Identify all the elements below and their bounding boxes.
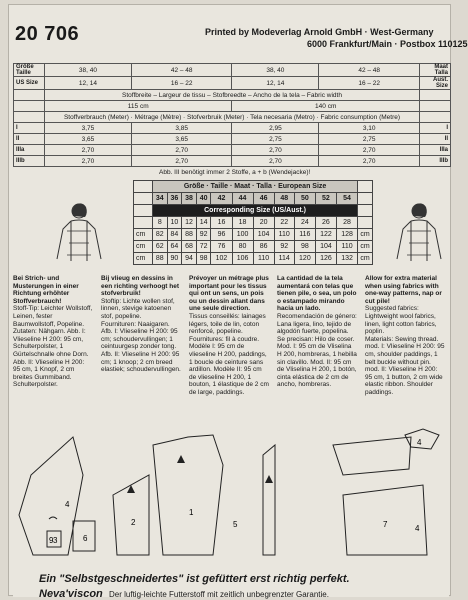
unit-label: cm — [134, 241, 153, 253]
us-size-cell: 26 — [315, 217, 336, 229]
piece-number: 5 — [233, 520, 238, 529]
eu-size-cell: 50 — [294, 193, 315, 205]
piece-number: 7 — [383, 520, 388, 529]
text-column-spanish — [277, 275, 357, 389]
corresponding-size-header: Corresponding Size (US/Aust.) — [153, 205, 358, 217]
column-paragraph: Materials: Sewing thread. mod. I: Vlieseline H 200: 95 cm, shoulder paddings, 1 belt buckle without pin. mod. II: Vlieseline H 200: 95 cm, 1 button, 2 cm wide elastic ribbon. Shoulder paddings. — [365, 335, 445, 396]
eu-size-cell: 38 — [182, 193, 197, 205]
measure-cell: 126 — [315, 253, 336, 265]
pattern-number: 20 706 — [15, 23, 80, 45]
text-column-english — [365, 275, 445, 397]
advert-tagline: Der luftig-leichte Futterstoff mit zeitlich unbegrenzter Garantie. — [109, 590, 329, 599]
size-cell: 42 – 48 — [131, 64, 232, 77]
value-cell: 3,65 — [45, 134, 132, 145]
value-cell: 3,85 — [131, 123, 232, 134]
body-measure-figure-right — [391, 201, 447, 267]
column-paragraph: Tissus conseillés: lainages légers, toile de lin, coton renforcé, popeline. — [189, 312, 266, 336]
body-measure-figure-left — [49, 201, 109, 267]
eu-size-cell: 52 — [315, 193, 336, 205]
us-size-cell: 12, 14 — [232, 77, 319, 90]
column-paragraph: Zutaten: Nähgarn. Abb. I: Vlieseline H 200: 95 cm, Schulterpolster, 1 Gürtelschnalle ohne Dorn. Abb. II: Vlieseline H 200: 95 cm, 1 Knopf, 2 cm breites Gummiband. Schulterpolster. — [13, 328, 89, 389]
unit-suffix: cm — [358, 241, 373, 253]
column-paragraph: Bij vlieug en dessins in een richting verhoogt het stofverbruik! — [101, 275, 180, 298]
measure-cell: 86 — [253, 241, 274, 253]
measure-cell: 98 — [294, 241, 315, 253]
piece-number: 3 — [53, 536, 58, 545]
width-header: Stoffbreite – Largeur de tissu – Stofbreedte – Ancho de la tela – Fabric width — [45, 90, 420, 101]
text-column-dutch — [101, 275, 181, 374]
eu-size-cell: 42 — [211, 193, 232, 205]
column-paragraph: Suggested fabrics: Lightweight wool fabrics, linen, light cotton fabrics, poplin. — [365, 305, 437, 336]
measure-cell: 106 — [232, 253, 253, 265]
size-label-right: Maat Talla — [420, 64, 451, 77]
measure-row — [134, 253, 373, 265]
measure-cell: 132 — [336, 253, 357, 265]
text-column-german — [13, 275, 93, 389]
measure-cell: 64 — [167, 241, 182, 253]
us-size-cell: 12, 14 — [45, 77, 132, 90]
us-size-cell: 12 — [182, 217, 197, 229]
us-size-cell: 18 — [232, 217, 253, 229]
fabric-consumption-table — [13, 63, 451, 167]
eu-size-cell: 36 — [167, 193, 182, 205]
measure-cell: 104 — [315, 241, 336, 253]
column-paragraph: Fournitures: fil à coudre. Modèle I: 95 cm de vlieseline H 200, paddings, 1 boucle de ceinture sans ardillon. Modèle II: 95 cm de vlieseline H 200, 1 bouton, 1 élastique de 2 cm de large, paddings. — [189, 335, 269, 396]
row-label: IIIb — [14, 156, 45, 167]
advert-brand: Neva'viscon — [39, 588, 103, 600]
column-paragraph: Allow for extra material when using fabrics with one-way patterns, nap or cut pile! — [365, 275, 442, 305]
piece-number: 9 — [49, 536, 54, 545]
measure-cell: 114 — [274, 253, 294, 265]
us-size-cell: 16 – 22 — [131, 77, 232, 90]
size-cell: 42 – 48 — [319, 64, 420, 77]
consumption-header: Stoffverbrauch (Meter) · Métrage (Mètre) · Stofverbruik (Meter) · Tela necesaria (Metro) · Fabric consumption (Metre) — [45, 112, 420, 123]
value-cell: 2,75 — [232, 134, 319, 145]
size-table-header: Größe · Taille · Maat · Talla · European Size — [153, 181, 358, 193]
us-size-cell: 8 — [153, 217, 168, 229]
value-cell: 2,70 — [319, 145, 420, 156]
us-size-cell: 14 — [196, 217, 211, 229]
eu-size-cell: 34 — [153, 193, 168, 205]
us-size-cell: 24 — [294, 217, 315, 229]
measure-cell: 82 — [153, 229, 168, 241]
value-cell: 2,70 — [319, 156, 420, 167]
value-cell: 3,65 — [131, 134, 232, 145]
piece-number: 2 — [131, 518, 136, 527]
eu-size-row — [134, 193, 373, 205]
value-cell: 2,70 — [45, 156, 132, 167]
measure-cell: 84 — [167, 229, 182, 241]
unit-label: cm — [134, 229, 153, 241]
measure-cell: 62 — [153, 241, 168, 253]
value-cell: 3,10 — [319, 123, 420, 134]
value-cell: 2,75 — [319, 134, 420, 145]
measure-cell: 92 — [274, 241, 294, 253]
measure-cell: 88 — [153, 253, 168, 265]
us-size-cell: 16 — [211, 217, 232, 229]
measure-cell: 72 — [196, 241, 211, 253]
advert-headline: Ein "Selbstgeschneidertes" ist gefüttert erst richtig perfekt. — [39, 573, 350, 585]
row-label-right: IIIb — [420, 156, 451, 167]
value-cell: 2,70 — [232, 145, 319, 156]
pattern-envelope-back — [8, 4, 468, 600]
measure-cell: 92 — [196, 229, 211, 241]
measure-cell: 98 — [196, 253, 211, 265]
column-paragraph: Stoftip: Lichte wollen stof, linnen, stevige katoenen stof, popeline. — [101, 297, 175, 320]
pattern-pieces-diagram — [13, 415, 449, 569]
measure-row — [134, 241, 373, 253]
printer-address: 6000 Frankfurt/Main · Postbox 110125 — [307, 39, 468, 49]
measure-cell: 122 — [315, 229, 336, 241]
measure-cell: 110 — [253, 253, 274, 265]
eu-size-cell: 40 — [196, 193, 211, 205]
row-label: IIIa — [14, 145, 45, 156]
us-size-cell: 10 — [167, 217, 182, 229]
unit-suffix: cm — [358, 229, 373, 241]
value-cell: 2,70 — [131, 145, 232, 156]
measure-cell: 90 — [167, 253, 182, 265]
printer-info: Printed by Modeverlag Arnold GmbH · West-Germany — [205, 27, 434, 37]
row-label-right: II — [420, 134, 451, 145]
abb-note: Abb. III benötigt immer 2 Stoffe, a + b (Wendejacke)! — [159, 169, 311, 176]
column-paragraph: Recomendación de género: Lana ligera, lino, tejido de algodón fuerte, popelina. — [277, 312, 357, 336]
column-paragraph: Se precisan: Hilo de coser. Mod. I: 95 cm de Vliselina H 200, hombreras, 1 hebilla sin clavillo. Mod. II: 95 cm de Vliselina H 200, 1 botón, cinta elástica de 2 cm de ancho, hombreras. — [277, 335, 357, 389]
eu-size-cell: 44 — [232, 193, 253, 205]
text-column-french — [189, 275, 269, 397]
measure-cell: 88 — [182, 229, 197, 241]
column-paragraph: Stoff-Tip: Leichter Wollstoff, Leinen, fester Baumwollstoff, Popeline. — [13, 305, 93, 328]
eu-size-cell: 46 — [253, 193, 274, 205]
measure-cell: 100 — [232, 229, 253, 241]
value-cell: 2,95 — [232, 123, 319, 134]
aust-size-label: Aust. Size — [420, 77, 451, 90]
column-paragraph: Fournituren: Naaigaren. Afb. I: Vlieseline H 200: 95 cm; schoudervullingen; 1 ceintuurgesp zonder tong. Afb. II: Vlieseline H 200: 95 cm; 1 knoop; 2 cm breed elastiek; schoudervullingen. — [101, 320, 181, 374]
measure-cell: 104 — [253, 229, 274, 241]
measure-cell: 68 — [182, 241, 197, 253]
measure-row — [134, 229, 373, 241]
size-cell: 38, 40 — [45, 64, 132, 77]
us-size-cell: 28 — [336, 217, 357, 229]
us-size-cell: 22 — [274, 217, 294, 229]
piece-number: 4 — [65, 500, 70, 509]
column-paragraph: La cantidad de la tela aumentará con telas que tienen pile, o sea, un polo o estampado mirando hacia un lado. — [277, 275, 357, 313]
column-paragraph: Bei Strich- und Musterungen in einer Richtung erhöhter Stoffverbrauch! — [13, 275, 79, 305]
measure-cell: 116 — [294, 229, 315, 241]
unit-label: cm — [134, 253, 153, 265]
value-cell: 3,75 — [45, 123, 132, 134]
measure-cell: 110 — [274, 229, 294, 241]
eu-size-cell: 48 — [274, 193, 294, 205]
value-cell: 2,70 — [131, 156, 232, 167]
size-label: Größe Taille — [14, 64, 45, 77]
measure-cell: 94 — [182, 253, 197, 265]
eu-size-cell: 54 — [336, 193, 357, 205]
measure-cell: 128 — [336, 229, 357, 241]
measure-cell: 80 — [232, 241, 253, 253]
piece-number: 4 — [415, 524, 420, 533]
row-label: II — [14, 134, 45, 145]
piece-number: 4 — [417, 438, 422, 447]
measure-cell: 120 — [294, 253, 315, 265]
row-label-right: I — [420, 123, 451, 134]
measure-cell: 110 — [336, 241, 357, 253]
row-label: I — [14, 123, 45, 134]
value-cell: 2,70 — [45, 145, 132, 156]
value-cell: 2,70 — [232, 156, 319, 167]
measure-cell: 102 — [211, 253, 232, 265]
measure-cell: 76 — [211, 241, 232, 253]
size-table — [133, 180, 373, 265]
row-label-right: IIIa — [420, 145, 451, 156]
piece-number: 6 — [83, 534, 88, 543]
width-115: 115 cm — [45, 101, 232, 112]
measure-cell: 96 — [211, 229, 232, 241]
us-size-label: US Size — [14, 77, 45, 90]
us-size-row — [134, 217, 373, 229]
size-cell: 38, 40 — [232, 64, 319, 77]
column-paragraph: Prévoyer un métrage plus important pour les tissus qui ont un sens, un pois ou un dessin allant dans une seule direction. — [189, 275, 269, 313]
piece-number: 1 — [189, 508, 194, 517]
us-size-cell: 16 – 22 — [319, 77, 420, 90]
width-140: 140 cm — [232, 101, 420, 112]
unit-suffix: cm — [358, 253, 373, 265]
us-size-cell: 20 — [253, 217, 274, 229]
